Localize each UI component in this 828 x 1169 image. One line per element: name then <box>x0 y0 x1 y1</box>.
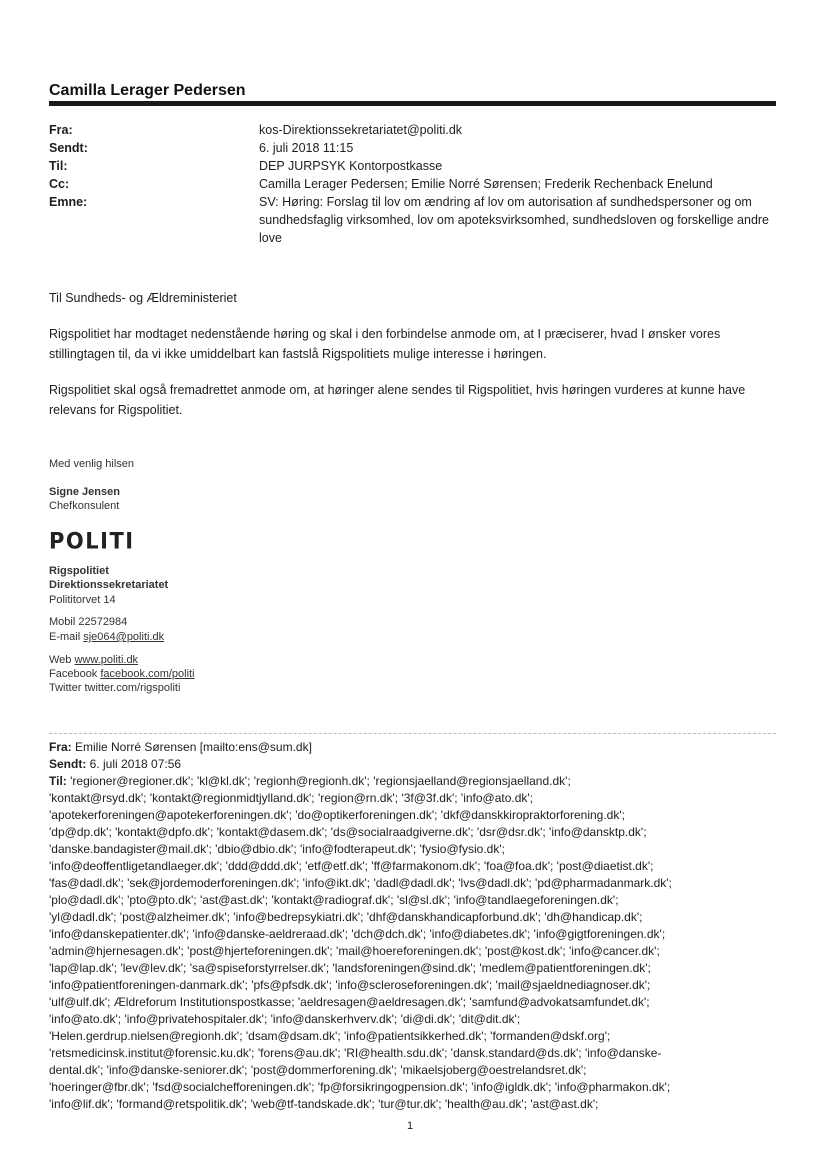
fwd-to-line-text: 'info@danskepatienter.dk'; 'info@danske-aeldreraad.dk'; 'dch@dch.dk'; 'info@diabetes.dk'; 'info@gigtforeningen.dk'; <box>49 927 666 941</box>
meta-subject-value: SV: Høring: Forslag til lov om ændring af lov om autorisation af sundhedspersoner og om sundhedsfaglig virksomhed, lov om apoteksvirksomhed, sundhedsloven og forskellige andre love <box>259 195 770 245</box>
forwarded-header <box>49 739 779 1113</box>
meta-subject-label: Emne: <box>49 195 88 209</box>
fwd-to-line-text: 'hoeringer@fbr.dk'; 'fsd@socialchefforeningen.dk'; 'fp@forsikringogpension.dk'; 'info@igldk.dk'; 'info@pharmakon.dk'; <box>49 1080 671 1094</box>
web-label: Web <box>49 654 75 666</box>
fwd-from-line <box>49 739 779 756</box>
meta-cc-row <box>49 175 789 193</box>
signature-org: Rigspolitiet <box>49 565 109 577</box>
email-label: E-mail <box>49 631 84 643</box>
fwd-to-line <box>49 773 779 790</box>
fwd-to-line-text: dental.dk'; 'info@danske-seniorer.dk'; 'post@dommerforening.dk'; 'mikaelsjoberg@oestrelandsret.dk'; <box>49 1063 587 1077</box>
signature-facebook-line <box>49 667 195 681</box>
signature-title: Chefkonsulent <box>49 500 120 512</box>
fwd-to-label: Til: <box>49 774 67 788</box>
fwd-to-line-text: 'info@deoffentligetandlaeger.dk'; 'ddd@ddd.dk'; 'etf@etf.dk'; 'ff@farmakonom.dk'; 'foa@foa.dk'; 'post@diaetist.dk'; <box>49 859 654 873</box>
facebook-label: Facebook <box>49 668 101 680</box>
fwd-sent-label: Sendt: <box>49 757 87 771</box>
sender-name: Camilla Lerager Pedersen <box>49 82 246 99</box>
signature-dept: Direktionssekretariatet <box>49 579 169 591</box>
fwd-to-line-text: 'admin@hjernesagen.dk'; 'post@hjerteforeningen.dk'; 'mail@hoereforeningen.dk'; 'post@kost.dk'; 'info@cancer.dk'; <box>49 944 660 958</box>
fwd-to-line-text: 'fas@dadl.dk'; 'sek@jordemoderforeningen.dk'; 'info@ikt.dk'; 'dadl@dadl.dk'; 'lvs@dadl.dk'; 'pd@pharmadanmark.dk'; <box>49 876 672 890</box>
fwd-to-line-text: 'ulf@ulf.dk'; Ældreforum Institutionspostkasse; 'aeldresagen@aeldresagen.dk'; 'samfund@advokatsamfundet.dk'; <box>49 995 650 1009</box>
meta-sent-row <box>49 139 789 157</box>
meta-sent-label: Sendt: <box>49 141 88 155</box>
page-number: 1 <box>407 1120 414 1132</box>
fwd-to-line-text: 'info@ato.dk'; 'info@privatehospitaler.dk'; 'info@danskerhverv.dk'; 'di@di.dk'; 'dit@dit.dk'; <box>49 1012 521 1026</box>
signature-email-line <box>49 630 164 644</box>
facebook-link[interactable]: facebook.com/politi <box>100 668 195 680</box>
fwd-sent-line <box>49 756 779 773</box>
signature-name: Signe Jensen <box>49 486 120 498</box>
fwd-to-line-text: 'retsmedicinsk.institut@forensic.ku.dk'; 'forens@au.dk'; 'RI@health.sdu.dk'; 'dansk.standard@ds.dk'; 'info@danske- <box>49 1046 662 1060</box>
fwd-to-line-text: 'regioner@regioner.dk'; 'kl@kl.dk'; 'regionh@regionh.dk'; 'regionsjaelland@regionsjaelland.dk'; <box>66 774 571 788</box>
fwd-from-label: Fra: <box>49 740 72 754</box>
body-paragraph-2: Rigspolitiet skal også fremadrettet anmode om, at høringer alene sendes til Rigspolitiet, hvis høringen vurderes at kunne have relevans for Rigspolitiet. <box>49 383 746 417</box>
signature-twitter: Twitter twitter.com/rigspoliti <box>49 682 181 694</box>
email-link[interactable]: sje064@politi.dk <box>83 631 165 643</box>
signature-address: Polititorvet 14 <box>49 594 116 606</box>
signature-web-line <box>49 653 138 667</box>
meta-to-value: DEP JURPSYK Kontorpostkasse <box>259 159 443 173</box>
meta-from-value: kos-Direktionssekretariatet@politi.dk <box>259 123 463 137</box>
web-link[interactable]: www.politi.dk <box>74 654 139 666</box>
meta-from-row <box>49 121 789 139</box>
header-rule <box>49 101 776 106</box>
fwd-sent-value: 6. juli 2018 07:56 <box>86 757 182 771</box>
meta-from-label: Fra: <box>49 123 73 137</box>
fwd-to-line-text: 'apotekerforeningen@apotekerforeningen.dk'; 'do@optikerforeningen.dk'; 'dkf@danskkiropraktorforening.dk'; <box>49 808 625 822</box>
forward-divider <box>49 733 776 734</box>
fwd-to-line-text: 'yl@dadl.dk'; 'post@alzheimer.dk'; 'info@bedrepsykiatri.dk'; 'dhf@danskhandicapforbund.dk'; 'dh@handicap.dk'; <box>49 910 643 924</box>
meta-to-row <box>49 157 789 175</box>
fwd-to-line-text: 'dp@dp.dk'; 'kontakt@dpfo.dk'; 'kontakt@dasem.dk'; 'ds@socialraadgiverne.dk'; 'dsr@dsr.dk'; 'info@dansktp.dk'; <box>49 825 647 839</box>
meta-sent-value: 6. juli 2018 11:15 <box>259 141 354 155</box>
signature-closing: Med venlig hilsen <box>49 458 134 470</box>
fwd-to-line-text: 'info@lif.dk'; 'formand@retspolitik.dk'; 'web@tf-tandskade.dk'; 'tur@tur.dk'; 'health@au.dk'; 'ast@ast.dk'; <box>49 1097 599 1111</box>
meta-cc-label: Cc: <box>49 177 70 191</box>
signature-mobile: Mobil 22572984 <box>49 616 128 628</box>
meta-subject-row <box>49 193 789 247</box>
body-paragraph-1: Rigspolitiet har modtaget nedenstående høring og skal i den forbindelse anmode om, at I præciserer, hvad I ønsker vores stillingtagen til, da vi ikke umiddelbart kan fastslå Rigspolitiets mulige interesse i høringen. <box>49 327 721 361</box>
fwd-to-line-text: 'Helen.gerdrup.nielsen@regionh.dk'; 'dsam@dsam.dk'; 'info@patientsikkerhed.dk'; 'formanden@dskf.org'; <box>49 1029 611 1043</box>
fwd-to-line-text: 'info@patientforeningen-danmark.dk'; 'pfs@pfsdk.dk'; 'info@scleroseforeningen.dk'; 'mail@sjaeldnediagnoser.dk'; <box>49 978 651 992</box>
politi-logo: POLITI <box>49 528 135 554</box>
fwd-from-value: Emilie Norré Sørensen [mailto:ens@sum.dk] <box>71 740 312 754</box>
fwd-to-line-text: 'kontakt@rsyd.dk'; 'kontakt@regionmidtjylland.dk'; 'region@rn.dk'; '3f@3f.dk'; 'info@ato.dk'; <box>49 791 534 805</box>
meta-cc-value: Camilla Lerager Pedersen; Emilie Norré Sørensen; Frederik Rechenback Enelund <box>259 177 713 191</box>
fwd-to-line-text: 'lap@lap.dk'; 'lev@lev.dk'; 'sa@spiseforstyrrelser.dk'; 'landsforeningen@sind.dk'; 'medlem@patientforeningen.dk'; <box>49 961 651 975</box>
fwd-to-line-text: 'plo@dadl.dk'; 'pto@pto.dk'; 'ast@ast.dk'; 'kontakt@radiograf.dk'; 'sl@sl.dk'; 'info@tandlaegeforeningen.dk'; <box>49 893 619 907</box>
greeting: Til Sundheds- og Ældreministeriet <box>49 291 237 305</box>
email-meta <box>49 121 789 247</box>
meta-to-label: Til: <box>49 159 68 173</box>
fwd-to-line-text: 'danske.bandagister@mail.dk'; 'dbio@dbio.dk'; 'info@fodterapeut.dk'; 'fysio@fysio.dk'; <box>49 842 505 856</box>
